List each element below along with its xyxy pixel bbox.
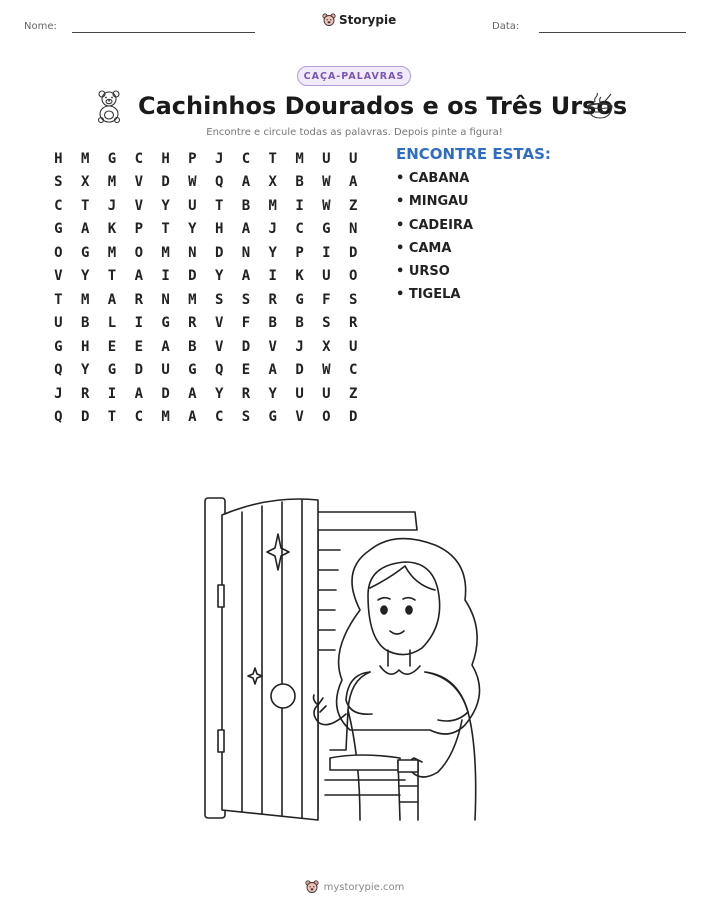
grid-letter[interactable]: W <box>322 174 331 191</box>
word-item: • CADEIRA <box>396 217 474 233</box>
grid-letter[interactable]: U <box>295 385 304 402</box>
grid-letter[interactable]: A <box>241 268 251 285</box>
grid-letter[interactable]: G <box>322 221 331 238</box>
grid-letter[interactable]: T <box>161 221 170 238</box>
grid-letter[interactable]: P <box>134 221 143 238</box>
instructions-text: Encontre e circule todas as palavras. Depois pinte a figura! <box>206 127 503 138</box>
grid-letter[interactable]: M <box>295 150 304 167</box>
grid-letter[interactable]: U <box>54 315 63 332</box>
grid-letter[interactable]: I <box>295 197 304 214</box>
grid-letter[interactable]: R <box>268 291 277 308</box>
grid-letter[interactable]: M <box>80 150 90 167</box>
brand-name: Storypie <box>339 13 397 27</box>
grid-letter[interactable]: W <box>188 174 197 191</box>
grid-letter[interactable]: O <box>54 244 63 261</box>
grid-letter[interactable]: V <box>295 409 304 426</box>
grid-letter[interactable]: G <box>161 315 170 332</box>
grid-letter[interactable]: S <box>348 291 358 308</box>
grid-letter[interactable]: O <box>322 409 331 426</box>
grid-letter[interactable]: G <box>54 338 63 355</box>
grid-letter[interactable]: P <box>188 150 197 167</box>
grid-letter[interactable]: M <box>161 409 170 426</box>
grid-letter[interactable]: M <box>107 244 117 261</box>
grid-letter[interactable]: D <box>348 409 358 426</box>
date-field-line <box>539 32 686 33</box>
grid-letter[interactable]: C <box>134 409 143 426</box>
page-title: Cachinhos Dourados e os Três Ursos <box>138 92 628 120</box>
grid-letter[interactable]: Z <box>348 385 358 402</box>
grid-letter[interactable]: C <box>295 221 304 238</box>
grid-letter[interactable]: S <box>241 409 251 426</box>
grid-letter[interactable]: S <box>54 174 63 191</box>
worksheet-header <box>0 0 709 50</box>
grid-letter[interactable]: U <box>348 150 358 167</box>
grid-letter[interactable]: D <box>161 174 170 191</box>
grid-letter[interactable]: A <box>107 291 117 308</box>
grid-letter[interactable]: A <box>268 362 277 379</box>
grid-letter[interactable]: B <box>295 174 304 191</box>
grid-letter[interactable]: A <box>80 221 90 238</box>
grid-letter[interactable]: T <box>80 197 90 214</box>
grid-letter[interactable]: O <box>134 244 143 261</box>
grid-letter[interactable]: D <box>134 362 143 379</box>
grid-letter[interactable]: D <box>241 338 251 355</box>
grid-letter[interactable]: T <box>268 150 277 167</box>
grid-letter[interactable]: U <box>188 197 197 214</box>
grid-letter[interactable]: U <box>322 268 331 285</box>
grid-letter[interactable]: D <box>188 268 197 285</box>
grid-letter[interactable]: H <box>214 221 224 238</box>
footer-url: mystorypie.com <box>323 881 405 893</box>
grid-letter[interactable]: J <box>295 338 304 355</box>
grid-letter[interactable]: D <box>161 385 170 402</box>
grid-letter[interactable]: D <box>80 409 90 426</box>
grid-letter[interactable]: X <box>80 174 90 191</box>
grid-letter[interactable]: V <box>214 338 224 355</box>
word-list <box>396 171 473 311</box>
word-item: • TIGELA <box>396 287 461 303</box>
grid-letter[interactable]: R <box>188 315 197 332</box>
grid-letter[interactable]: M <box>188 291 197 308</box>
word-item: • CAMA <box>396 240 452 256</box>
grid-letter[interactable]: B <box>241 197 251 214</box>
grid-letter[interactable]: G <box>54 221 63 238</box>
grid-letter[interactable]: G <box>295 291 304 308</box>
grid-letter[interactable]: R <box>348 315 358 332</box>
grid-letter[interactable]: K <box>107 221 117 238</box>
grid-letter[interactable]: H <box>161 150 170 167</box>
grid-letter[interactable]: R <box>134 291 143 308</box>
grid-letter[interactable]: R <box>241 385 251 402</box>
grid-letter[interactable]: I <box>107 385 117 402</box>
grid-letter[interactable]: Y <box>214 268 224 285</box>
grid-letter[interactable]: T <box>107 409 117 426</box>
grid-letter[interactable]: G <box>268 409 277 426</box>
grid-letter[interactable]: M <box>80 291 90 308</box>
grid-letter[interactable]: Y <box>268 385 277 402</box>
word-item: • CABANA <box>396 171 470 186</box>
word-item: • MINGAU <box>396 194 469 210</box>
name-field-line <box>72 32 255 33</box>
grid-letter[interactable]: N <box>241 244 251 261</box>
grid-letter[interactable]: J <box>107 197 117 214</box>
grid-letter[interactable]: A <box>241 221 251 238</box>
grid-letter[interactable]: C <box>214 409 224 426</box>
grid-letter[interactable]: C <box>241 150 251 167</box>
grid-letter[interactable]: A <box>188 385 197 402</box>
grid-letter[interactable]: J <box>214 150 224 167</box>
grid-letter[interactable]: P <box>295 244 304 261</box>
grid-letter[interactable]: M <box>107 174 117 191</box>
grid-letter[interactable]: L <box>107 315 117 332</box>
grid-letter[interactable]: F <box>322 291 331 308</box>
grid-letter[interactable]: U <box>322 150 331 167</box>
grid-letter[interactable]: Y <box>161 197 170 214</box>
grid-letter[interactable]: U <box>322 385 331 402</box>
porridge-bowl-icon <box>585 91 615 121</box>
grid-letter[interactable]: W <box>322 197 331 214</box>
bear-icon <box>95 89 123 123</box>
grid-letter[interactable]: W <box>322 362 331 379</box>
grid-letter[interactable]: A <box>161 338 170 355</box>
grid-letter[interactable]: V <box>268 338 277 355</box>
grid-letter[interactable]: I <box>322 244 331 261</box>
grid-letter[interactable]: T <box>54 291 63 308</box>
grid-letter[interactable]: J <box>54 385 63 402</box>
grid-letter[interactable]: M <box>268 197 277 214</box>
grid-letter[interactable]: U <box>348 338 358 355</box>
grid-letter[interactable]: Q <box>214 174 224 191</box>
grid-letter[interactable]: E <box>241 362 251 379</box>
grid-letter[interactable]: G <box>107 362 117 379</box>
word-search-grid <box>45 147 367 429</box>
grid-letter[interactable]: Z <box>348 197 358 214</box>
grid-letter[interactable]: B <box>188 338 197 355</box>
grid-letter[interactable]: Q <box>54 362 63 379</box>
grid-letter[interactable]: V <box>134 174 143 191</box>
bear-logo-icon <box>305 880 319 894</box>
grid-letter[interactable]: O <box>348 268 358 285</box>
grid-letter[interactable]: Y <box>80 268 90 285</box>
word-item: • URSO <box>396 264 450 280</box>
grid-letter[interactable]: G <box>188 362 197 379</box>
grid-letter[interactable]: B <box>295 315 304 332</box>
grid-letter[interactable]: C <box>348 362 358 379</box>
grid-letter[interactable]: Q <box>214 362 224 379</box>
grid-letter[interactable]: D <box>214 244 224 261</box>
grid-letter[interactable]: S <box>322 315 331 332</box>
page-footer <box>0 880 709 894</box>
grid-letter[interactable]: J <box>268 221 277 238</box>
grid-letter[interactable]: M <box>161 244 170 261</box>
grid-letter[interactable]: G <box>80 244 90 261</box>
grid-letter[interactable]: C <box>134 150 143 167</box>
grid-letter[interactable]: N <box>188 244 197 261</box>
grid-letter[interactable]: G <box>107 150 117 167</box>
grid-letter[interactable]: I <box>268 268 277 285</box>
date-label: Data: <box>492 21 520 32</box>
grid-letter[interactable]: A <box>348 174 358 191</box>
goldilocks-at-door-illustration <box>200 490 500 825</box>
grid-letter[interactable]: B <box>80 315 90 332</box>
grid-letter[interactable]: H <box>54 150 63 167</box>
grid-letter[interactable]: V <box>54 268 63 285</box>
grid-letter[interactable]: N <box>161 291 170 308</box>
grid-letter[interactable]: Y <box>268 244 277 261</box>
grid-letter[interactable]: I <box>134 315 143 332</box>
grid-letter[interactable]: U <box>161 362 170 379</box>
grid-letter[interactable]: R <box>80 385 90 402</box>
grid-letter[interactable]: I <box>161 268 170 285</box>
grid-letter[interactable]: A <box>241 174 251 191</box>
bear-logo-icon <box>322 13 336 27</box>
name-label: Nome: <box>24 21 57 32</box>
grid-letter[interactable]: H <box>80 338 90 355</box>
grid-letter[interactable]: F <box>241 315 251 332</box>
category-badge: CAÇA-PALAVRAS <box>297 66 411 86</box>
grid-letter[interactable]: T <box>107 268 117 285</box>
grid-letter[interactable]: A <box>134 268 143 285</box>
grid-letter[interactable]: T <box>214 197 224 214</box>
grid-letter[interactable]: X <box>268 174 277 191</box>
grid-letter[interactable]: N <box>348 221 358 238</box>
grid-letter[interactable]: X <box>322 338 331 355</box>
grid-letter[interactable]: Y <box>188 221 197 238</box>
grid-letter[interactable]: A <box>188 409 197 426</box>
grid-letter[interactable]: V <box>134 197 143 214</box>
brand-logo <box>322 13 396 27</box>
grid-letter[interactable]: V <box>214 315 224 332</box>
grid-letter[interactable]: Y <box>80 362 90 379</box>
grid-letter[interactable]: S <box>214 291 224 308</box>
grid-letter[interactable]: Y <box>214 385 224 402</box>
grid-letter[interactable]: S <box>241 291 251 308</box>
grid-letter[interactable]: E <box>107 338 117 355</box>
grid-letter[interactable]: Q <box>54 409 63 426</box>
grid-letter[interactable]: A <box>134 385 143 402</box>
grid-letter[interactable]: D <box>295 362 304 379</box>
grid-letter[interactable]: K <box>295 268 304 285</box>
grid-letter[interactable]: E <box>134 338 143 355</box>
find-words-heading: ENCONTRE ESTAS: <box>396 145 551 163</box>
grid-letter[interactable]: B <box>268 315 277 332</box>
grid-letter[interactable]: C <box>54 197 63 214</box>
grid-letter[interactable]: D <box>348 244 358 261</box>
